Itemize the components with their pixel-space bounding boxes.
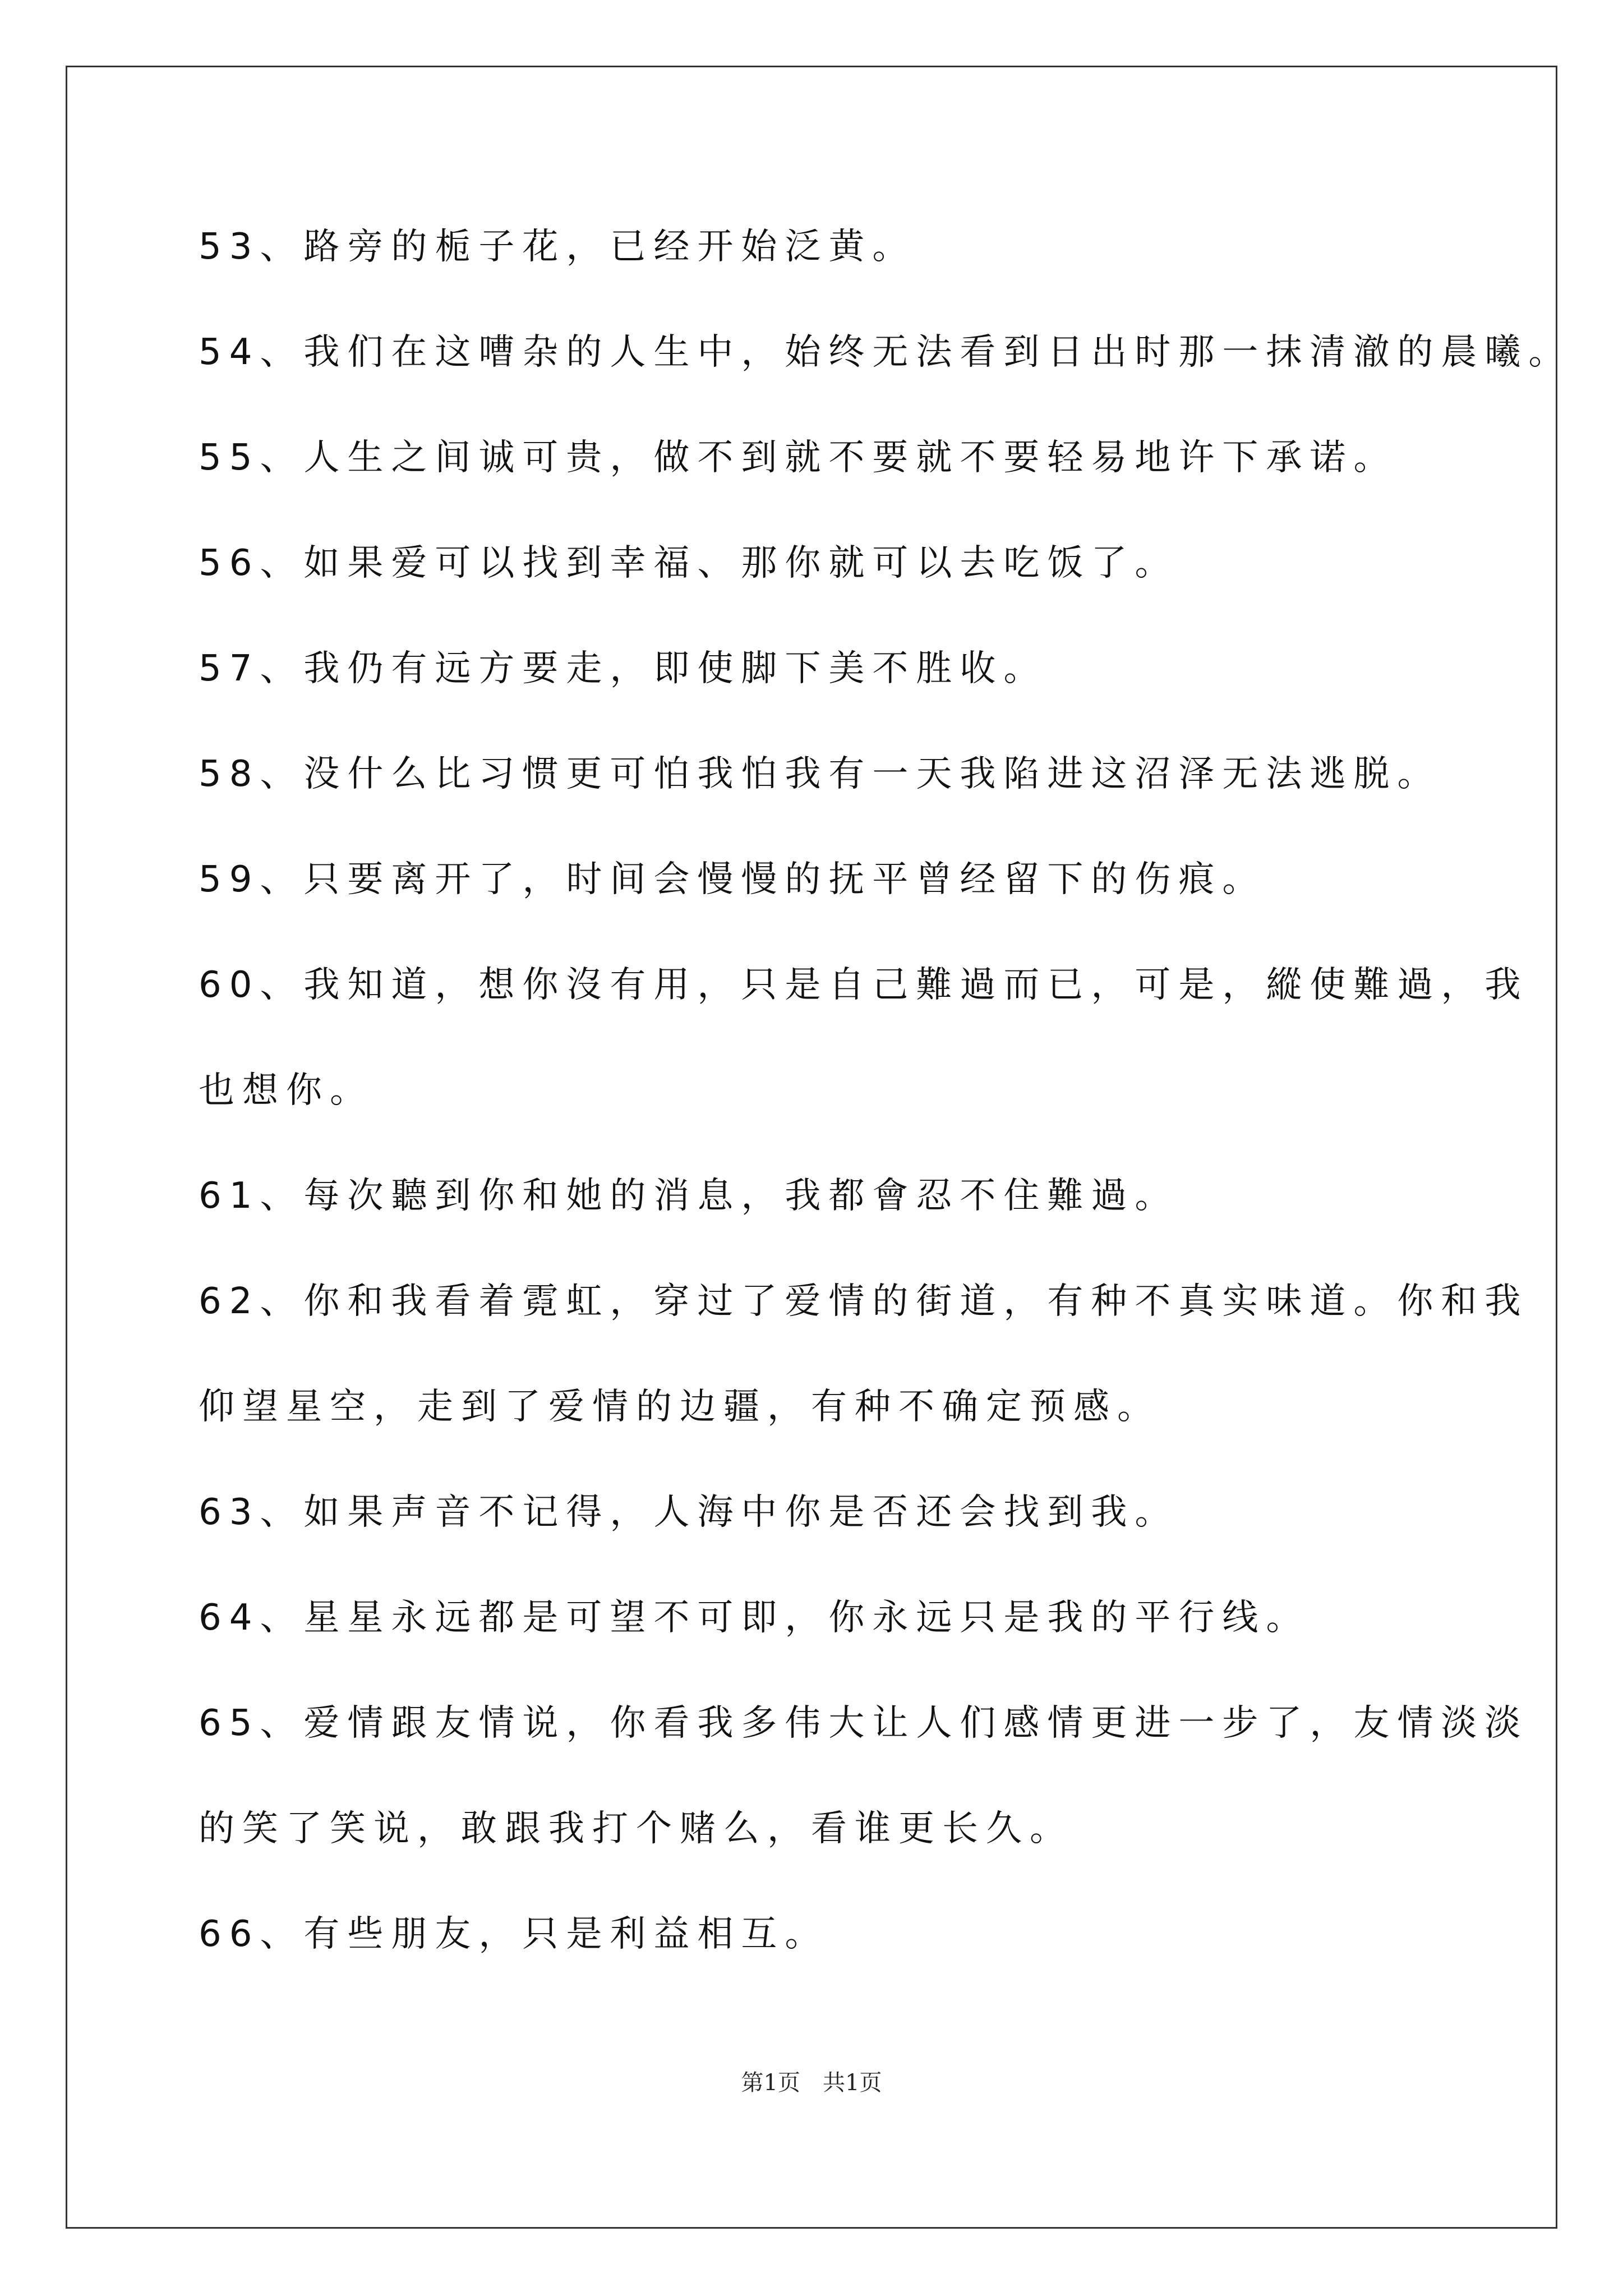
text-line-63: 63、如果声音不记得，人海中你是否还会找到我。 (199, 1492, 1179, 1533)
text-line-57: 57、我仍有远方要走，即使脚下美不胜收。 (199, 648, 1048, 689)
text-line-64: 64、星星永远都是可望不可即，你永远只是我的平行线。 (199, 1597, 1310, 1639)
text-line-54: 54、我们在这嘈杂的人生中，始终无法看到日出时那一抹清澈的晨曦。 (199, 332, 1573, 373)
text-line-56: 56、如果爱可以找到幸福、那你就可以去吃饭了。 (199, 542, 1179, 584)
text-line-60: 60、我知道，想你沒有用，只是自己難過而已，可是，縱使難過，我 (199, 964, 1529, 1006)
text-line-59: 59、只要离开了，时间会慢慢的抚平曾经留下的伤痕。 (199, 859, 1266, 900)
text-line-62-cont: 仰望星空，走到了爱情的边疆，有种不确定预感。 (199, 1386, 1161, 1428)
page-border (66, 66, 1557, 2229)
text-line-65: 65、爱情跟友情说，你看我多伟大让人们感情更进一步了，友情淡淡 (199, 1703, 1529, 1744)
page-number-footer: 第1页 共1页 (741, 2070, 882, 2096)
text-line-62: 62、你和我看着霓虹，穿过了爱情的街道，有种不真实味道。你和我 (199, 1281, 1529, 1322)
text-line-53: 53、路旁的栀子花，已经开始泛黄。 (199, 226, 916, 268)
text-line-60-cont: 也想你。 (199, 1070, 374, 1111)
text-line-61: 61、每次聽到你和她的消息，我都會忍不住難過。 (199, 1175, 1179, 1217)
text-line-66: 66、有些朋友，只是利益相互。 (199, 1913, 829, 1955)
text-line-58: 58、没什么比习惯更可怕我怕我有一天我陷进这沼泽无法逃脱。 (199, 753, 1441, 795)
text-line-55: 55、人生之间诚可贵，做不到就不要就不要轻易地许下承诺。 (199, 437, 1398, 478)
text-line-65-cont: 的笑了笑说，敢跟我打个赌么，看谁更长久。 (199, 1808, 1073, 1849)
